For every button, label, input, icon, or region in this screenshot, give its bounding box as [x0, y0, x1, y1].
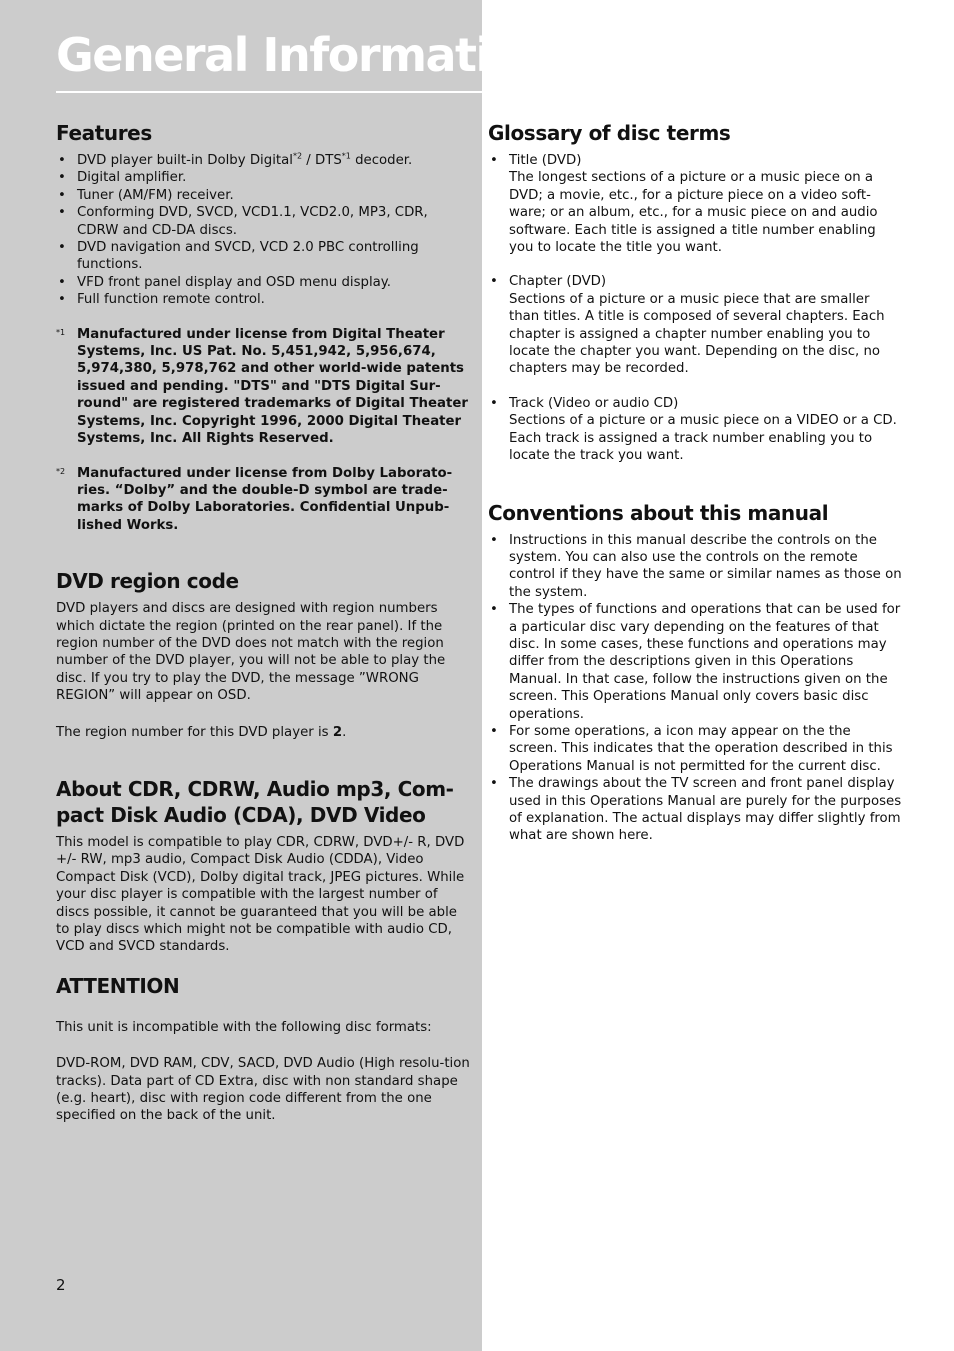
right-column — [488, 120, 902, 845]
term-description: Sections of a picture or a music piece on a VIDEO or a CD. Each track is assigned a track number enabling you to locate the track you want. — [509, 413, 897, 464]
term-description: Sections of a picture or a music piece that are smaller than titles. A title is composed of several chapters. Each chapter is assigned a chapter number enabling you to locate the chapter you want. Depending on the disc, no chapters may be recorded. — [509, 291, 885, 377]
glossary-list — [488, 152, 902, 465]
attention-formats: DVD-ROM, DVD RAM, CDV, SACD, DVD Audio (High resolu-tion tracks). Data part of CD Extra, disc with non standard shape (e.g. heart), disc with region code different from the one specified on the back of the unit. — [56, 1056, 470, 1124]
about-body: This model is compatible to play CDR, CDRW, DVD+/- R, DVD +/- RW, mp3 audio, Compact Disk Audio (CDDA), Video Compact Disk (VCD), Dolby digital track, JPEG pictures. While your disc player is compatible with the largest number of discs possible, it cannot be guaranteed that you will be able to play discs which might not be compatible with audio CD, VCD and SVCD standards. — [56, 834, 465, 955]
attention-intro: This unit is incompatible with the following disc formats: — [56, 1019, 432, 1035]
footnote-dts — [56, 326, 470, 448]
footnote-mark: *1 — [56, 327, 66, 337]
left-column — [56, 120, 470, 1125]
term-name: Title (DVD) — [509, 153, 582, 168]
glossary-term-title — [488, 152, 902, 256]
list-item: • The drawings about the TV screen and front panel display used in this Operations Manual are purely for the purposes of explanation. The actual displays may differ slightly from what are shown here. — [488, 775, 902, 845]
list-item: • The types of functions and operations that can be used for a particular disc vary depending on the features of that disc. In some cases, these functions and operations may differ from the descriptions given in this Operations Manual. In that case, follow the instructions given on the screen. This Operations Manual only covers basic disc operations. — [488, 601, 902, 723]
glossary-section — [488, 120, 902, 465]
conventions-section — [488, 500, 902, 845]
page-number: 2 — [56, 1276, 66, 1294]
region-number-end: . — [342, 724, 347, 740]
glossary-heading: Glossary of disc terms — [488, 121, 731, 145]
glossary-term-track — [488, 395, 902, 465]
footnote-ref: *2 — [292, 151, 303, 161]
feature-text: decoder. — [350, 153, 413, 168]
region-section — [56, 568, 470, 741]
term-name: Chapter (DVD) — [509, 274, 607, 290]
list-item: • For some operations, a icon may appear on the the screen. This indicates that the operation described in this Operations Manual is not permitted for the current disc. — [488, 723, 902, 775]
region-heading: DVD region code — [56, 569, 239, 594]
list-item: • Digital amplifier. — [56, 169, 470, 186]
features-list — [56, 152, 470, 309]
list-item: • Instructions in this manual describe the controls on the system. You can also use the controls on the remote control if they have the same or similar names as those on the system. — [488, 532, 902, 602]
footnote-text: Manufactured under license from Digital Theater Systems, Inc. US Pat. No. 5,451,942, 5,956,674, 5,974,380, 5,978,762 and other world-wide patents issued and pending. "DTS" and "DTS Digital Sur-round" are registered trademarks of Digital Theater Systems, Inc. Copyright 1996, 2000 Digital Theater Systems, Inc. All Rights Reserved. — [77, 326, 468, 447]
region-body: DVD players and discs are designed with region numbers which dictate the region (printed on the rear panel). If the region number of the DVD does not match with the region number of the DVD player, you will not be able to play the disc. If you try to play the DVD, the message ”WRONG REGION” will appear on OSD. — [56, 601, 446, 704]
conventions-list — [488, 532, 902, 845]
about-section — [56, 776, 470, 956]
footnote-ref: *1 — [341, 151, 351, 161]
list-item — [56, 152, 470, 169]
conventions-heading: Conventions about this manual — [488, 500, 829, 525]
list-item: • Full function remote control. — [56, 291, 470, 308]
term-name: Track (Video or audio CD) — [509, 395, 679, 411]
term-description: The longest sections of a picture or a music piece on a DVD; a movie, etc., for a picture piece on a video soft-ware; or an album, etc., for a music piece on and audio software. Each title is assigned a title number enabling you to locate the title you want. — [509, 170, 878, 256]
title-rule — [56, 91, 482, 93]
region-number-label: The region number for this DVD player is — [56, 724, 333, 740]
region-number-line — [56, 724, 470, 741]
page-title: General Information — [56, 28, 552, 82]
about-heading: About CDR, CDRW, Audio mp3, Com-pact Disk Audio (CDA), DVD Video — [56, 776, 454, 827]
glossary-term-chapter — [488, 273, 902, 377]
features-section — [56, 120, 470, 534]
footnote-text: Manufactured under license from Dolby Laborato-ries. “Dolby” and the double-D symbol are trade-marks of Dolby Laboratories. Confidential Unpub-lished Works. — [77, 465, 453, 533]
list-item: • DVD navigation and SVCD, VCD 2.0 PBC controlling functions. — [56, 239, 470, 274]
footnote-mark: *2 — [56, 466, 66, 476]
feature-text: DVD player built-in Dolby Digital — [77, 153, 293, 168]
list-item: • Tuner (AM/FM) receiver. — [56, 187, 470, 204]
footnote-dolby — [56, 465, 470, 535]
feature-text: / DTS — [302, 153, 342, 168]
attention-section — [56, 973, 470, 1125]
list-item: • VFD front panel display and OSD menu display. — [56, 274, 470, 291]
features-heading: Features — [56, 121, 152, 145]
list-item: • Conforming DVD, SVCD, VCD1.1, VCD2.0, MP3, CDR, CDRW and CD-DA discs. — [56, 204, 470, 239]
attention-heading: ATTENTION — [56, 973, 180, 998]
region-number-value: 2 — [332, 724, 343, 740]
